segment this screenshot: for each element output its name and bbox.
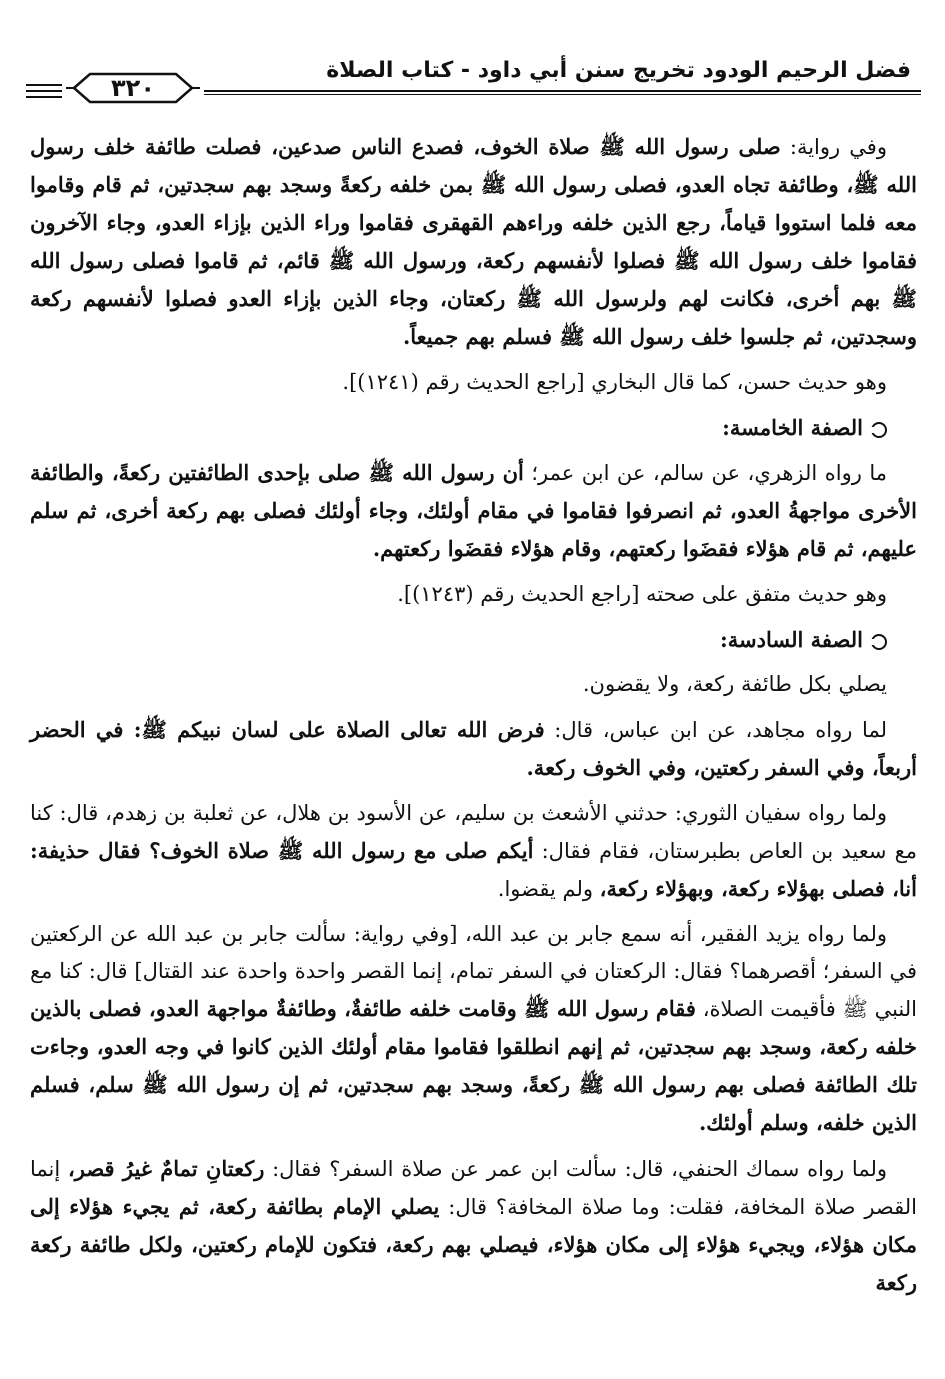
running-header [26,56,921,112]
paragraph-text: وفي رواية: [780,135,887,159]
header-rule [26,90,62,92]
paragraph [30,364,917,401]
paragraph [30,454,917,568]
section-heading [30,409,917,446]
hadith-text: أن رسول الله ﷺ صلى بإحدى الطائفتين ركعةً، والطائفة الأخرى مواجهةُ العدو، ثم انصرفوا فقاموا في مقام أولئك، وجاء أولئك فصلى بهم ركعة أخرى، ثم سلم عليهم، ثم قام هؤلاء فقضَوا ركعتهم، وقام هؤلاء فقضَوا ركعتهم. [30,460,917,561]
paragraph-text: ولما رواه يزيد الفقير، أنه سمع جابر بن عبد الله، [وفي رواية: سألت جابر بن عبد الله عن الركعتين في السفر؛ أقصرهما؟ فقال: الركعتان في السفر تمام، إنما القصر واحدة واحدة عند القتال] قال: كنا مع النبي ﷺ فأقيمت الصلاة، [30,922,917,1021]
paragraph [30,711,917,787]
paragraph [30,666,917,703]
paragraph [30,128,917,356]
paragraph [30,576,917,613]
header-rule [204,94,921,95]
bullet-icon [871,422,887,438]
section-heading-text: الصفة السادسة: [720,627,863,652]
paragraph-text: وهو حديث حسن، كما قال البخاري [راجع الحديث رقم (١٢٤١)]. [342,370,887,394]
paragraph [30,795,917,908]
hadith-text: صلى رسول الله ﷺ صلاة الخوف، فصدع الناس صدعين، فصلت طائفة خلف رسول الله ﷺ، وطائفة تجاه العدو، فصلى رسول الله ﷺ بمن خلفه ركعةً وسجد بهم سجدتين، ثم قام وقاموا معه فلما استووا قياماً، رجع الذين خلفه وراءهم القهقرى فقاموا وراء الذين بإزاء العدو، وجاء الآخرون فقاموا خلف رسول الله ﷺ فصلوا لأنفسهم ركعة، ورسول الله ﷺ قائم، ثم قاموا فصلى رسول الله ﷺ بهم أخرى، فكانت لهم ولرسول الله ﷺ ركعتان، وجاء الذين بإزاء العدو فصلوا لأنفسهم ركعة وسجدتين، ثم جلسوا خلف رسول الله ﷺ فسلم بهم جميعاً. [30,134,917,349]
hadith-text: ركعتانِ تمامٌ غيرُ قصر، [67,1156,265,1181]
paragraph [30,916,917,1142]
bullet-icon [871,634,887,650]
page-body [30,128,917,1310]
hadith-text: فرض الله تعالى الصلاة على لسان نبيكم ﷺ: في الحضر أربعاً، وفي السفر ركعتين، وفي الخوف ركعة. [30,717,917,780]
section-heading-text: الصفة الخامسة: [722,415,863,440]
section-heading [30,621,917,658]
hadith-text: أيكم صلى مع رسول الله ﷺ صلاة الخوف؟ فقال حذيفة: أنا، فصلى بهؤلاء ركعة، وبهؤلاء ركعة، [30,838,917,901]
hadith-text: يصلي الإمام بطائفة ركعة، ثم يجيء هؤلاء إلى مكان هؤلاء، ويجيء هؤلاء إلى مكان هؤلاء، فيصلي بهم ركعة، فتكون للإمام ركعتين، ولكل طائفة ركعة ركعة [30,1194,917,1295]
paragraph-text: وهو حديث متفق على صحته [راجع الحديث رقم (١٢٤٣)]. [397,582,887,606]
paragraph-text: ولما رواه سفيان الثوري: حدثني الأشعث بن سليم، عن الأسود بن هلال، عن ثعلبة بن زهدم، قال: كنا مع سعيد بن العاص بطبرستان، فقام فقال: [30,801,918,863]
header-rule [204,90,921,92]
header-rule [26,84,62,86]
paragraph-text: يصلي بكل طائفة ركعة، ولا يقضون. [582,672,887,696]
paragraph-text: لما رواه مجاهد، عن ابن عباس، قال: [544,718,887,742]
paragraph-text: ولما رواه سماك الحنفي، قال: سألت ابن عمر عن صلاة السفر؟ فقال: [264,1157,887,1181]
page-number: ٣٢٠ [111,74,155,102]
hadith-text: فقام رسول الله ﷺ وقامت خلفه طائفةٌ، وطائفةٌ مواجهة العدو، فصلى بالذين خلفه ركعة، وسجد بهم سجدتين، ثم إنهم انطلقوا فقاموا مقام أولئك الذين كانوا في وجه العدو، وجاءت تلك الطائفة فصلى بهم رسول الله ﷺ ركعةً، وسجد بهم سجدتين، ثم إن رسول الله ﷺ سلم، فسلم الذين خلفه، وسلم أولئك. [30,996,917,1135]
page-number-ornament [64,70,202,106]
paragraph-text: إنما القصر صلاة المخافة، فقلت: وما صلاة المخافة؟ قال: [30,1157,918,1219]
running-title: فضل الرحيم الودود تخريج سنن أبي داود - كتاب الصلاة [326,58,911,83]
header-rule [26,96,62,98]
paragraph [30,1150,917,1302]
paragraph-text: ما رواه الزهري، عن سالم، عن ابن عمر؛ [523,461,887,485]
paragraph-text: ولم يقضوا. [497,877,600,901]
